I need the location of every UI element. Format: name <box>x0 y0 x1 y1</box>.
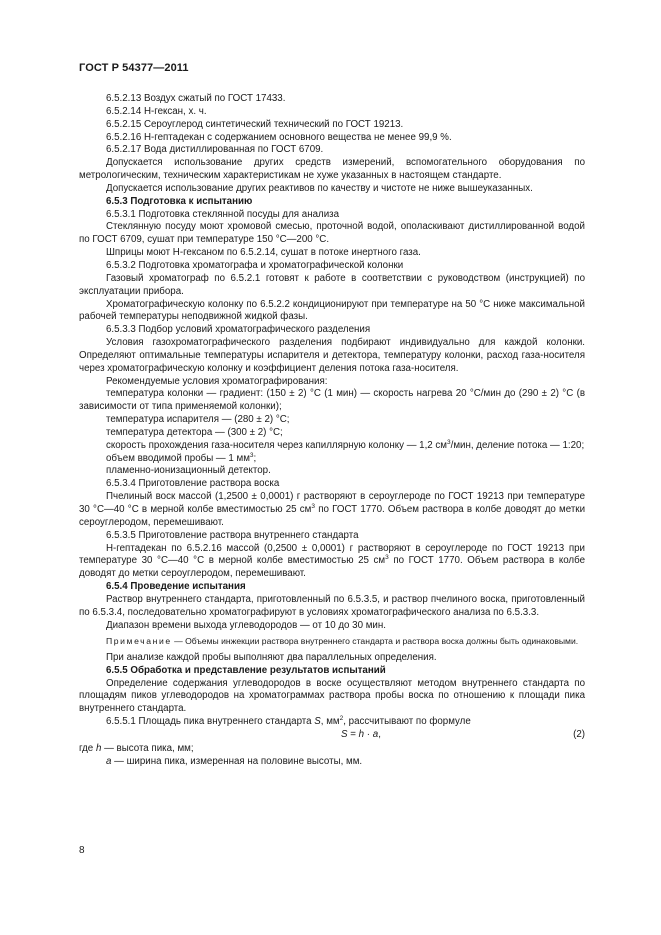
paragraph-standard-solution: Н-гептадекан по 6.5.2.16 массой (0,2500 ± 0,0001) г растворяют в сероуглероде по ГОСТ 19213 при температуре 30 °С—40 °С в мерной колбе вместимостью 25 $см^3$ по ГОСТ 1770. Объем раствора в колбе доводят до метки сероуглеродом, перемешивают. <box>79 542 585 580</box>
paragraph-syringes: Шприцы моют Н-гексаном по 6.5.2.14, сушат в потоке инертного газа. <box>106 247 421 259</box>
subsection-heading-6-5-3-2: 6.5.3.2 Подготовка хроматографа и хроматографической колонки <box>106 259 404 271</box>
formula-expression: S = h · a, <box>341 729 381 740</box>
paragraph-separation-conditions: Условия газохроматографического разделения подбирают индивидуально для каждой колонки. Определяют оптимальные температуры испарителя и детектора, температуру колонки, расход газа-носителя через хроматографическую колонку и коэффициент деления потока газа-носителя. <box>79 337 585 374</box>
paragraph-parallel-determinations: При анализе каждой пробы выполняют два параллельных определения. <box>106 651 437 663</box>
paragraph-6-5-2-16: 6.5.2.16 Н-гептадекан с содержанием основного вещества не менее 99,9 %. <box>106 131 452 143</box>
subsection-heading-6-5-3-1: 6.5.3.1 Подготовка стеклянной посуды для анализа <box>106 208 340 220</box>
section-heading-6-5-3: 6.5.3 Подготовка к испытанию <box>106 195 253 207</box>
paragraph-6-5-2-13: 6.5.2.13 Воздух сжатый по ГОСТ 17433. <box>106 93 286 104</box>
paragraph-chromatograph-prep: Газовый хроматограф по 6.5.2.1 готовят к работе в соответствии с руководством (инструкцией) по эксплуатации прибора. <box>79 272 585 297</box>
paragraph-glassware-washing: Стеклянную посуду моют хромовой смесью, проточной водой, ополаскивают дистиллированной водой по ГОСТ 6709, сушат при температуре 150 °С—200 °С. <box>79 221 585 246</box>
condition-column-temperature: температура колонки — градиент: (150 ± 2) °С (1 мин) — скорость нагрева 20 °С/мин до (290 ± 2) °С (в зависимости от типа применяемой колонки); <box>79 388 585 413</box>
paragraph-chromatography-run: Раствор внутреннего стандарта, приготовленный по 6.5.3.5, и раствор пчелиного воска, приготовленный по 6.5.3.4, последовательно хроматографируют в условиях хроматографического анализа по 6.5.3.3. <box>79 593 585 618</box>
condition-sample-volume: объем вводимой пробы — 1 $мм^3$; <box>106 451 257 464</box>
formula-where-a: a — ширина пика, измеренная на половине высоты, мм. <box>106 755 363 767</box>
subsection-heading-6-5-3-3: 6.5.3.3 Подбор условий хроматографического разделения <box>106 324 371 336</box>
paragraph-allowed-instruments: Допускается использование других средств измерений, вспомогательного оборудования по метрологическим, техническим характеристикам не хуже указанных в настоящем стандарте. <box>79 157 585 182</box>
formula-where-h: где h — высота пика, мм; <box>79 743 194 754</box>
formula-2 <box>79 729 585 743</box>
page-number: 8 <box>79 845 85 856</box>
section-heading-6-5-4: 6.5.4 Проведение испытания <box>106 581 246 593</box>
paragraph-wax-solution: Пчелиный воск массой (1,2500 ± 0,0001) г растворяют в сероуглероде по ГОСТ 19213 при температуре 30 °С—40 °С в мерной колбе вместимостью 25 $см^3$ по ГОСТ 1770. Объем раствора в колбе доводят до метки сероуглеродом, перемешивают. <box>79 491 586 528</box>
note: Примечание — Объемы инжекции раствора внутреннего стандарта и раствора воска должны быть одинаковыми. <box>106 636 579 647</box>
condition-carrier-gas-flow: скорость прохождения газа-носителя через капиллярную колонку — 1,2 $см^3$/мин, деление потока — 1:20; <box>106 438 585 451</box>
subsection-heading-6-5-3-5: 6.5.3.5 Приготовление раствора внутреннего стандарта <box>106 529 359 541</box>
paragraph-recommended-conditions: Рекомендуемые условия хроматографирования: <box>106 375 328 387</box>
document-body <box>79 93 585 769</box>
formula-number: (2) <box>573 729 585 740</box>
subsection-heading-6-5-3-4: 6.5.3.4 Приготовление раствора воска <box>106 478 280 490</box>
paragraph-column-conditioning: Хроматографическую колонку по 6.5.2.2 кондиционируют при температуре на 50 °С ниже максимальной рабочей температуры неподвижной жидкой фазы. <box>79 298 585 323</box>
paragraph-internal-standard-method: Определение содержания углеводородов в воске осуществляют методом внутреннего стандарта по площадям пиков углеводородов на хроматограммах раствора пробы воска по отношению к площади пика внутреннего стандарта. <box>79 677 585 715</box>
condition-injector-temperature: температура испарителя — (280 ± 2) °С; <box>106 414 290 426</box>
section-heading-6-5-5: 6.5.5 Обработка и представление результатов испытаний <box>106 664 386 676</box>
condition-detector-type: пламенно-ионизационный детектор. <box>106 465 271 477</box>
paragraph-retention-range: Диапазон времени выхода углеводородов — от 10 до 30 мин. <box>106 619 386 631</box>
paragraph-6-5-2-14: 6.5.2.14 Н-гексан, х. ч. <box>106 105 207 117</box>
paragraph-allowed-reagents: Допускается использование других реактивов по качеству и чистоте не ниже вышеуказанных. <box>106 182 533 194</box>
document-header: ГОСТ Р 54377—2011 <box>79 62 189 74</box>
paragraph-6-5-2-15: 6.5.2.15 Сероуглерод синтетический технический по ГОСТ 19213. <box>106 118 404 130</box>
paragraph-6-5-2-17: 6.5.2.17 Вода дистиллированная по ГОСТ 6709. <box>106 144 324 156</box>
condition-detector-temperature: температура детектора — (300 ± 2) °С; <box>106 426 283 438</box>
paragraph-6-5-5-1: 6.5.5.1 Площадь пика внутреннего стандарта S, $мм^2$, рассчитывают по формуле <box>106 715 471 728</box>
note-label: Примечание <box>106 636 172 647</box>
